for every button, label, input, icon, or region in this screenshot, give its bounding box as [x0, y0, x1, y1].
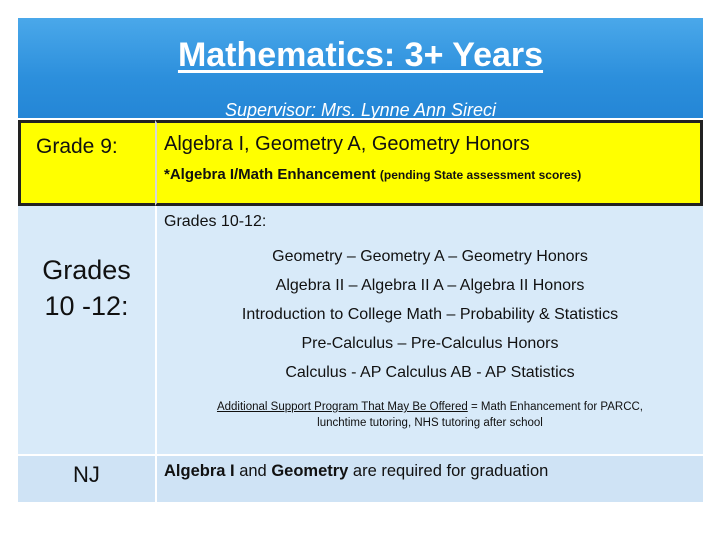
- req-rest: are required for graduation: [348, 462, 549, 480]
- req-and: and: [234, 462, 272, 480]
- grade9-label: Grade 9:: [36, 135, 118, 158]
- course-item: Pre-Calculus – Pre-Calculus Honors: [301, 335, 559, 352]
- req-geometry: Geometry: [271, 462, 349, 480]
- grade9-courses: Algebra I, Geometry A, Geometry Honors: [164, 133, 530, 155]
- grades1012-label: [18, 252, 155, 324]
- grade9-label-cell: [18, 120, 155, 206]
- nj-label: NJ: [73, 462, 100, 487]
- grades1012-heading: Grades 10-12:: [164, 213, 267, 230]
- course-item: Introduction to College Math – Probability & Statistics: [241, 306, 619, 323]
- course-list: [157, 242, 703, 387]
- support-program-text: = Math Enhancement for PARCC,: [467, 401, 644, 413]
- support-program-label: Additional Support Program That May Be Offered: [216, 401, 468, 413]
- page-title: Mathematics: 3+ Years: [177, 36, 544, 74]
- supervisor-subtitle: Supervisor: Mrs. Lynne Ann Sireci: [224, 100, 497, 120]
- grades1012-label-cell: [18, 206, 155, 454]
- grade9-note-pending: (pending State assessment scores): [379, 168, 582, 182]
- grades1012-label-line2: 10 -12:: [44, 291, 129, 321]
- support-program-line2: lunchtime tutoring, NHS tutoring after school: [317, 417, 543, 429]
- grades1012-label-line1: Grades: [42, 255, 131, 285]
- title-banner: [18, 18, 703, 118]
- req-algebra: Algebra I: [164, 462, 235, 480]
- course-item: Calculus - AP Calculus AB - AP Statistics: [285, 364, 575, 381]
- support-program-note: [157, 399, 703, 431]
- course-item: Algebra II – Algebra II A – Algebra II Honors: [275, 277, 585, 294]
- grade9-note: [164, 166, 581, 183]
- course-item: Geometry – Geometry A – Geometry Honors: [272, 248, 588, 265]
- grade9-note-main: *Algebra I/Math Enhancement: [164, 166, 376, 183]
- graduation-requirement: [164, 462, 548, 481]
